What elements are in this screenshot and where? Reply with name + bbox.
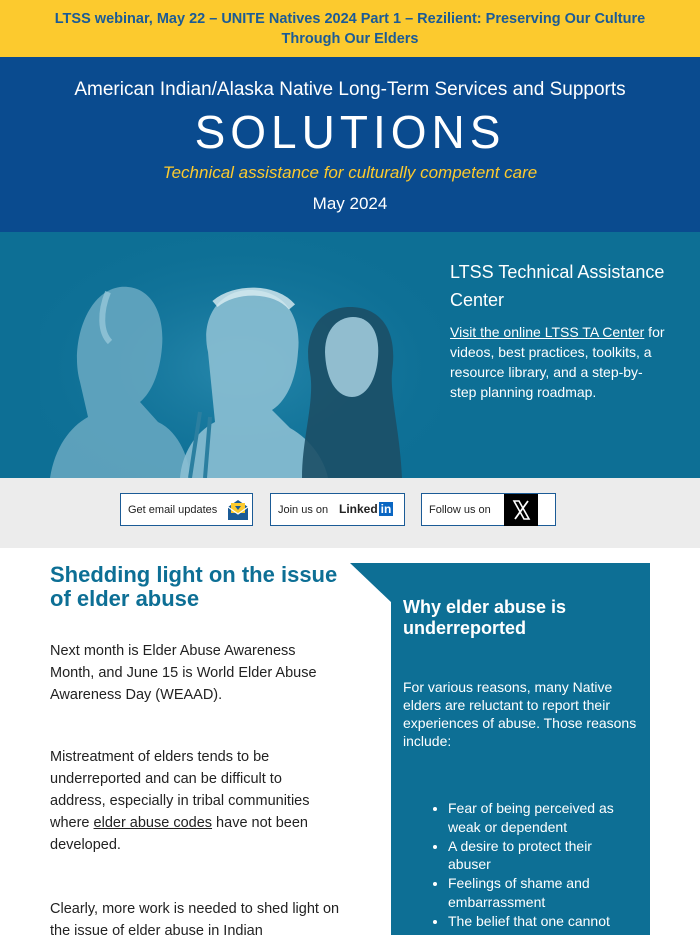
- x-follow-button[interactable]: [421, 493, 556, 526]
- article-heading: Shedding light on the issue of elder abuse: [50, 562, 338, 611]
- list-item: • Feelings of shame and embarrassment: [448, 874, 633, 912]
- list-item: • A desire to protect their abuser: [448, 837, 633, 875]
- sidebar-heading: Why elder abuse is underreported: [403, 597, 567, 638]
- list-item: • Fear of being perceived as weak or dependent: [448, 799, 633, 837]
- x-follow-label: Follow us on: [429, 503, 491, 516]
- webinar-banner: [0, 0, 700, 57]
- linkedin-button[interactable]: [270, 493, 405, 526]
- x-logo-icon: [504, 494, 538, 526]
- hero-section: [0, 232, 700, 478]
- sidebar-callout: [350, 563, 650, 935]
- article-paragraph-2: [50, 746, 340, 856]
- newsletter-title: SOLUTIONS: [194, 106, 506, 158]
- issue-date: May 2024: [312, 194, 388, 213]
- elder-abuse-codes-link[interactable]: elder abuse codes: [93, 815, 213, 831]
- social-bar: [0, 478, 700, 548]
- linkedin-prefix: Join us on: [278, 503, 329, 516]
- article-paragraph-3: Clearly, more work is needed to shed light on the issue of elder abuse in Indian: [50, 901, 340, 939]
- email-updates-button[interactable]: [120, 493, 253, 526]
- ta-center-title: LTSS Technical Assistance Center: [450, 262, 665, 310]
- article-paragraph-1: Next month is Elder Abuse Awareness Month, and June 15 is World Elder Abuse Awareness Day (WEAAD).: [50, 643, 317, 703]
- envelope-icon: [227, 498, 249, 522]
- reasons-list: [403, 799, 633, 931]
- article: [50, 562, 340, 939]
- tagline: Technical assistance for culturally competent care: [162, 163, 538, 182]
- org-name: American Indian/Alaska Native Long-Term Services and Supports: [74, 79, 626, 100]
- elders-photo: [40, 232, 440, 478]
- list-item: • The belief that one cannot: [448, 912, 633, 931]
- webinar-link[interactable]: LTSS webinar, May 22 – UNITE Natives 2024 Part 1 – Rezilient: Preserving Our Culture Through Our Elders: [54, 10, 646, 47]
- newsletter-header: [0, 57, 700, 232]
- sidebar-tab-decoration: [350, 563, 392, 603]
- ta-center-link[interactable]: Visit the online LTSS TA Center: [450, 324, 645, 340]
- linkedin-in-badge: in: [380, 502, 392, 516]
- ta-center-description: [450, 322, 665, 402]
- linkedin-wordmark: Linked: [339, 502, 378, 516]
- ta-center-body: for videos, best practices, toolkits, a resource library, and a step-by-step planning roadmap.: [450, 324, 665, 400]
- sidebar-intro: For various reasons, many Native elders are reluctant to report their experiences of abuse. Those reasons include:: [403, 679, 637, 749]
- paragraph-2-text-end: have not been developed.: [50, 815, 308, 853]
- linkedin-logo: [339, 502, 393, 516]
- email-updates-label: Get email updates: [128, 503, 218, 516]
- paragraph-2-text-start: Mistreatment of elders tends to be underreported and can be difficult to address, especially in tribal communities where: [50, 749, 310, 831]
